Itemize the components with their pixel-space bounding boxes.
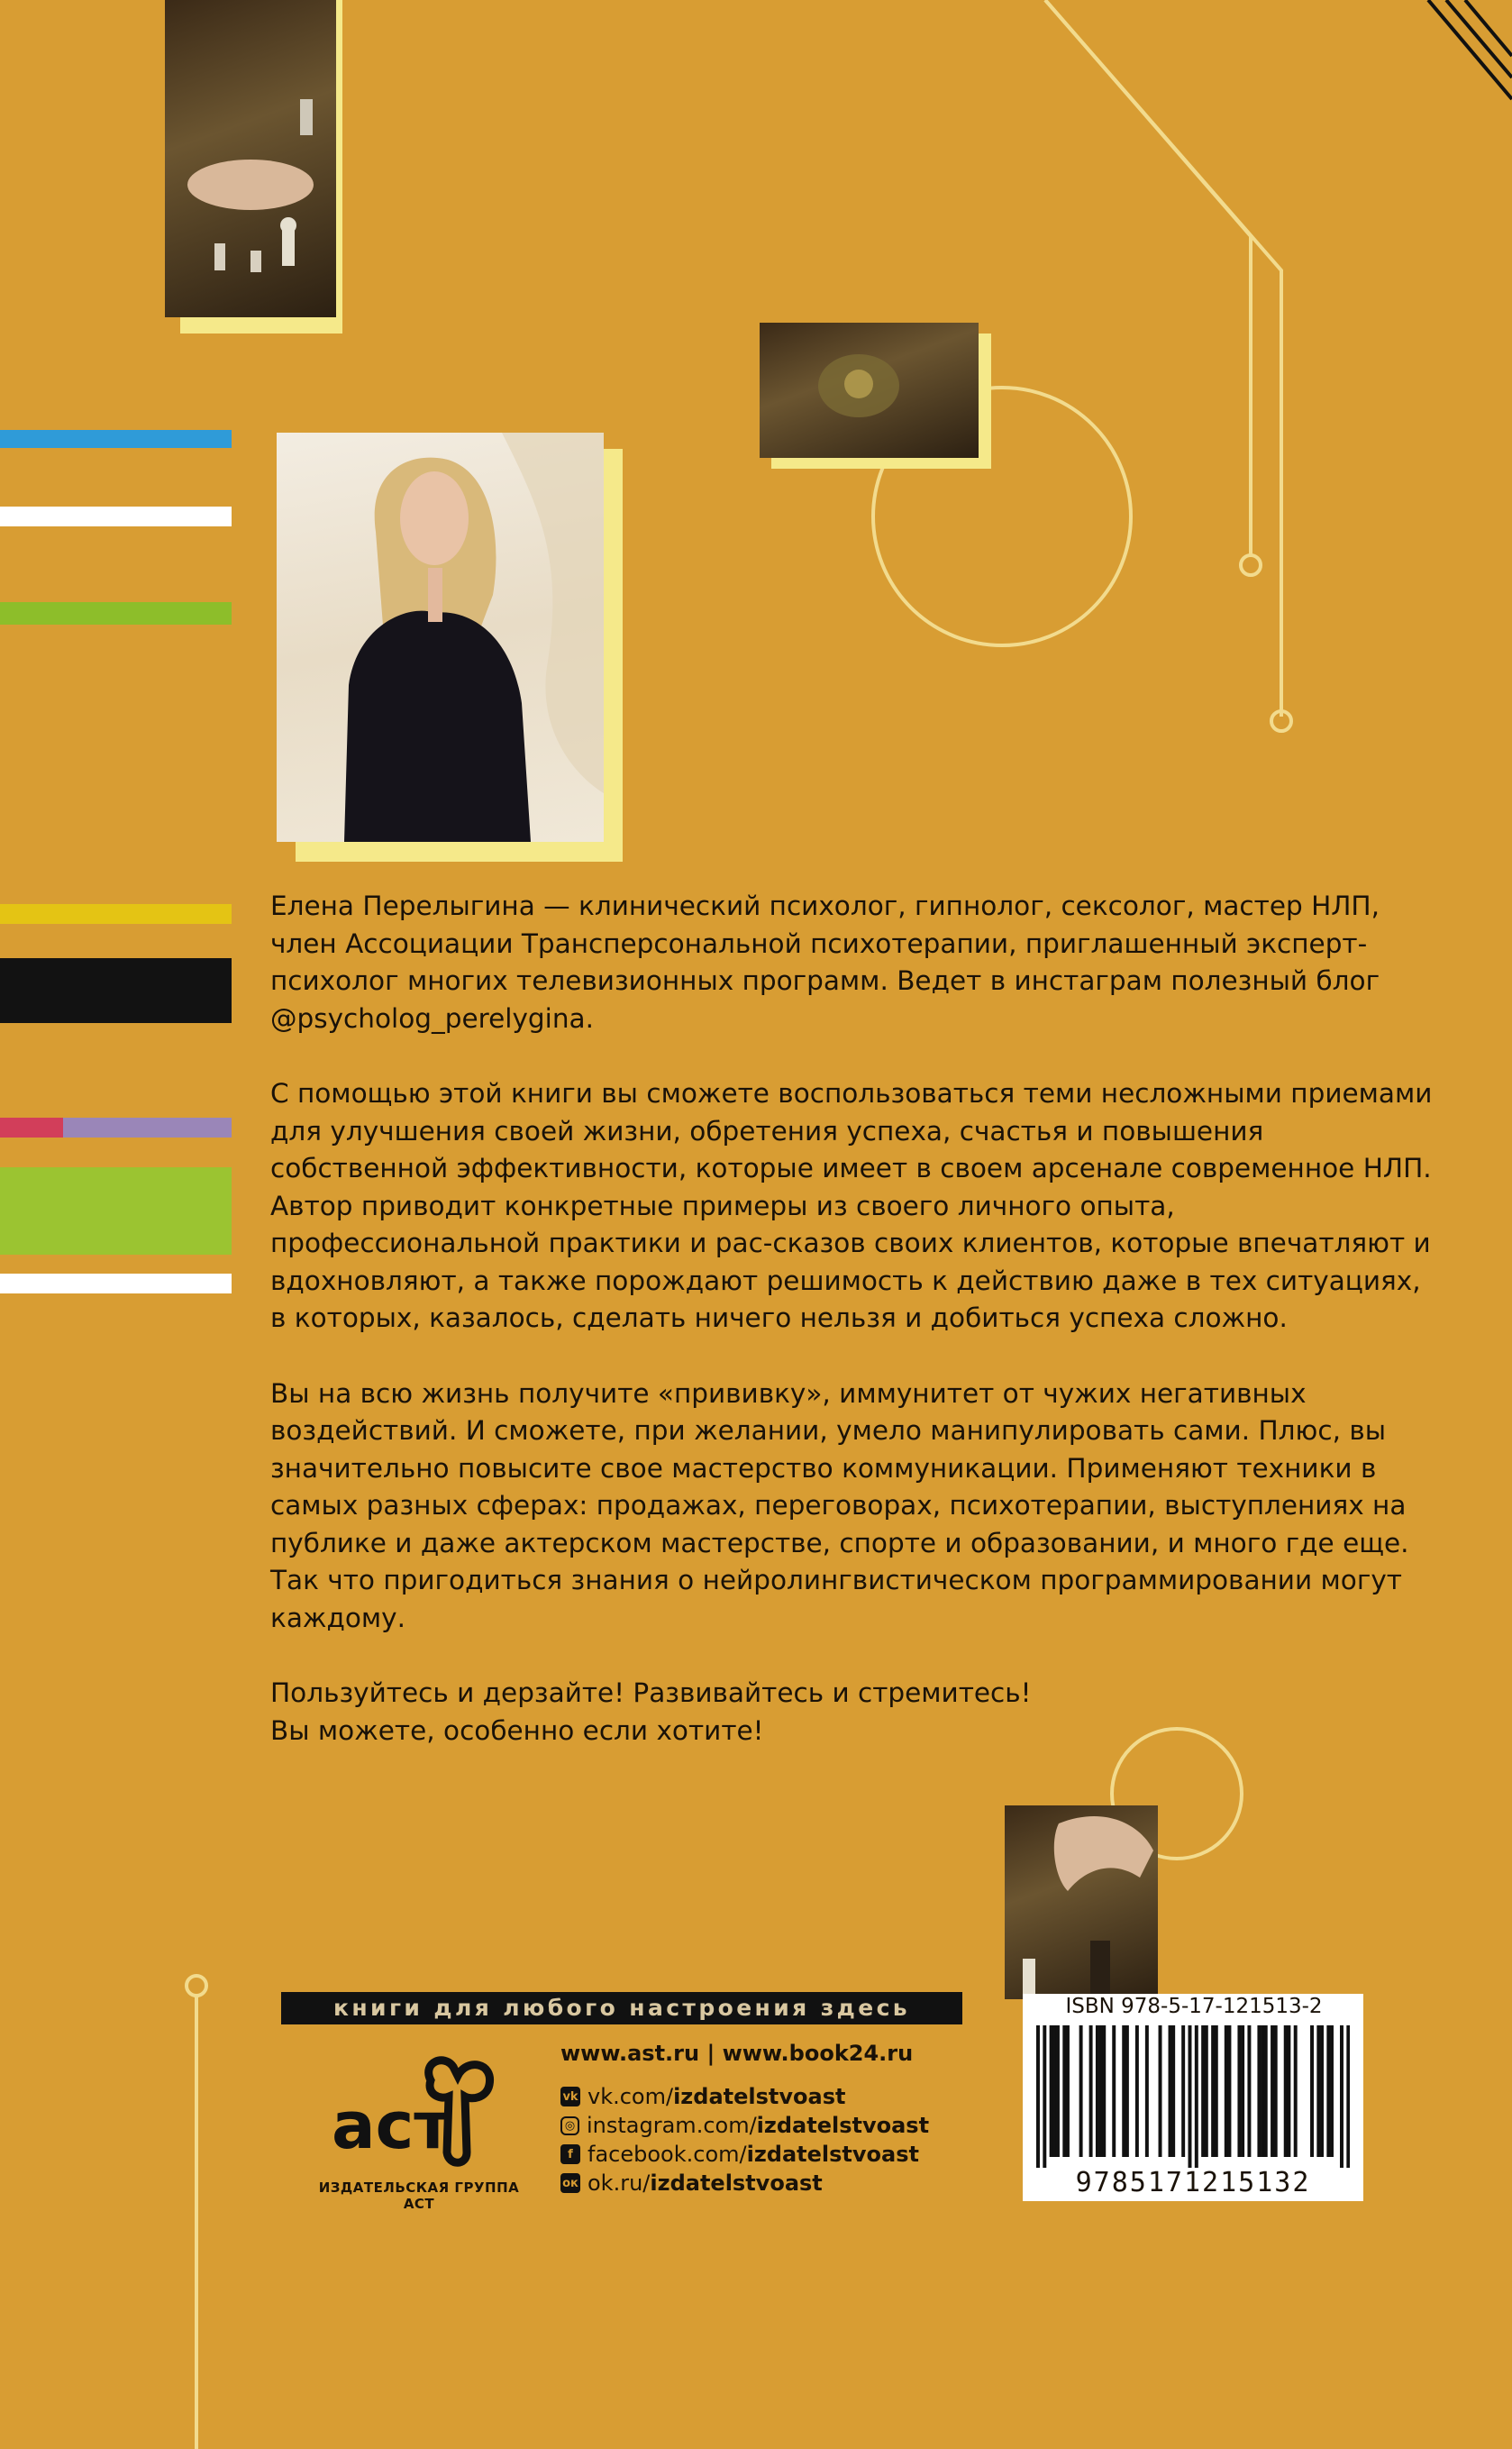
facebook-link[interactable] (560, 2140, 929, 2169)
slogan-bar: книги для любого настроения здесь (281, 1992, 962, 2024)
ok-link[interactable] (560, 2169, 929, 2198)
barcode (1036, 2025, 1350, 2168)
closing-line-1: Пользуйтесь и дерзайте! Развивайтесь и стремитесь! (270, 1677, 1032, 1708)
barcode-bar (1247, 2025, 1251, 2157)
barcode-bar (1122, 2025, 1125, 2157)
barcode-bar (1257, 2025, 1261, 2157)
ast-logo-text: аст (332, 2088, 451, 2163)
barcode-bar (1171, 2025, 1175, 2157)
closing-paragraph (270, 1675, 1433, 1750)
barcode-bar (1316, 2025, 1320, 2157)
barcode-bar (1135, 2025, 1139, 2157)
barcode-bar (1205, 2025, 1208, 2157)
publisher-links (560, 2039, 929, 2198)
barcode-bar (1310, 2025, 1314, 2157)
vk-icon: vk (560, 2087, 580, 2106)
author-photo (277, 433, 604, 842)
barcode-bar (1089, 2025, 1093, 2157)
barcode-bar (1294, 2025, 1298, 2157)
barcode-bar (1264, 2025, 1268, 2157)
stripe-white-bottom (0, 1274, 232, 1293)
barcode-bar (1326, 2025, 1330, 2157)
barcode-bar (1271, 2025, 1274, 2157)
barcode-bar (1062, 2025, 1066, 2157)
barcode-bar (1125, 2025, 1129, 2157)
description-paragraph-1: С помощью этой книги вы сможете воспользоваться теми несложными приемами для улучшения своей жизни, обретения успеха, счастья и повышения собственной эффективности, которые имеет в своем арсенале современное НЛП. Автор приводит конкретные примеры из своего личного опыта, профессиональной практики и рас-сказов своих клиентов, которые впечатляют и вдохновляют, а также порождают решимость к действию даже в тех ситуациях, в которых, казалось, сделать ничего нельзя и добиться успеха сложно. (270, 1078, 1433, 1333)
ok-icon: ок (560, 2173, 580, 2193)
stripe-blue (0, 430, 232, 448)
instagram-link[interactable] (560, 2111, 929, 2140)
barcode-digits: 9785171215132 (1075, 2167, 1311, 2198)
barcode-bar (1261, 2025, 1264, 2157)
stripe-purple (63, 1118, 232, 1138)
barcode-bar (1215, 2025, 1218, 2157)
facebook-link-handle: izdatelstvoast (746, 2142, 919, 2167)
barcode-bar (1169, 2025, 1172, 2157)
chess-hand-photo (165, 0, 336, 317)
back-cover-text (270, 888, 1433, 1750)
vk-link[interactable] (560, 2082, 929, 2111)
barcode-bar (1330, 2025, 1334, 2157)
ast-logo (314, 2044, 512, 2179)
barcode-bar (1227, 2025, 1231, 2157)
facebook-link-prefix: facebook.com/ (587, 2142, 747, 2167)
instagram-link-handle: izdatelstvoast (756, 2113, 930, 2138)
barcode-bar (1195, 2025, 1198, 2168)
author-bio: Елена Перелыгина — клинический психолог, гипнолог, сексолог, мастер НЛП, член Ассоциации Трансперсональной психотерапии, приглашенный эксперт-психолог многих телевизионных программ. Ведет в инстаграм полезный блог @psycholog_perelygina. (270, 891, 1380, 1034)
barcode-bar (1237, 2025, 1241, 2157)
stripe-black (0, 958, 232, 1023)
vk-link-handle: izdatelstvoast (673, 2084, 846, 2109)
barcode-bar (1274, 2025, 1278, 2157)
barcode-bar (1112, 2025, 1116, 2157)
barcode-bar (1052, 2025, 1056, 2157)
closing-line-2: Вы можете, особенно если хотите! (270, 1714, 764, 1746)
barcode-bar (1201, 2025, 1205, 2157)
description-paragraph-2: Вы на всю жизнь получите «прививку», иммунитет от чужих негативных воздействий. И сможете, при желании, умело манипулировать сами. Плюс, вы значительно повысите свое мастерство коммуникации. Применяют техники в самых разных сферах: продажах, переговорах, психотерапии, выступлениях на публике и даже актерском мастерстве, спорте и образовании, и много где еще. Так что пригодиться знания о нейролингвистическом программировании могут каждому. (270, 1377, 1409, 1633)
instagram-icon: ◎ (560, 2116, 579, 2135)
barcode-bar (1036, 2025, 1040, 2168)
barcode-bar (1050, 2025, 1053, 2157)
stripe-white (0, 507, 232, 526)
vk-link-prefix: vk.com/ (587, 2084, 674, 2109)
ok-link-handle: izdatelstvoast (650, 2170, 823, 2196)
stripe-green (0, 602, 232, 625)
stripe-lime (0, 1167, 232, 1255)
chess-hand-photo-bottom (1005, 1805, 1158, 1999)
barcode-bar (1211, 2025, 1215, 2157)
isbn-number: ISBN 978-5-17-121513-2 (1065, 1995, 1323, 2018)
barcode-bar (1189, 2025, 1192, 2168)
barcode-bar (1079, 2025, 1083, 2157)
barcode-bar (1287, 2025, 1290, 2157)
barcode-bar (1102, 2025, 1106, 2157)
stripe-red (0, 1118, 63, 1138)
barcode-bar (1096, 2025, 1099, 2157)
barcode-bar (1225, 2025, 1228, 2157)
barcode-bar (1340, 2025, 1343, 2168)
barcode-bar (1099, 2025, 1103, 2157)
instagram-link-prefix: instagram.com/ (587, 2113, 757, 2138)
stripe-yellow (0, 904, 232, 924)
barcode-bar (1056, 2025, 1060, 2157)
barcode-bar (1066, 2025, 1070, 2157)
barcode-bar (1159, 2025, 1162, 2157)
barcode-bar (1320, 2025, 1324, 2157)
ok-link-prefix: ok.ru/ (587, 2170, 651, 2196)
facebook-icon: f (560, 2144, 580, 2164)
website-links[interactable]: www.ast.ru | www.book24.ru (560, 2041, 914, 2066)
ornament-photo (760, 323, 979, 458)
barcode-bar (1043, 2025, 1046, 2168)
barcode-bar (1346, 2025, 1350, 2168)
publisher-name: ИЗДАТЕЛЬСКАЯ ГРУППА АСТ (318, 2179, 520, 2212)
barcode-bar (1241, 2025, 1244, 2157)
barcode-bar (1145, 2025, 1149, 2157)
barcode-bar (1284, 2025, 1288, 2157)
barcode-bar (1181, 2025, 1185, 2157)
